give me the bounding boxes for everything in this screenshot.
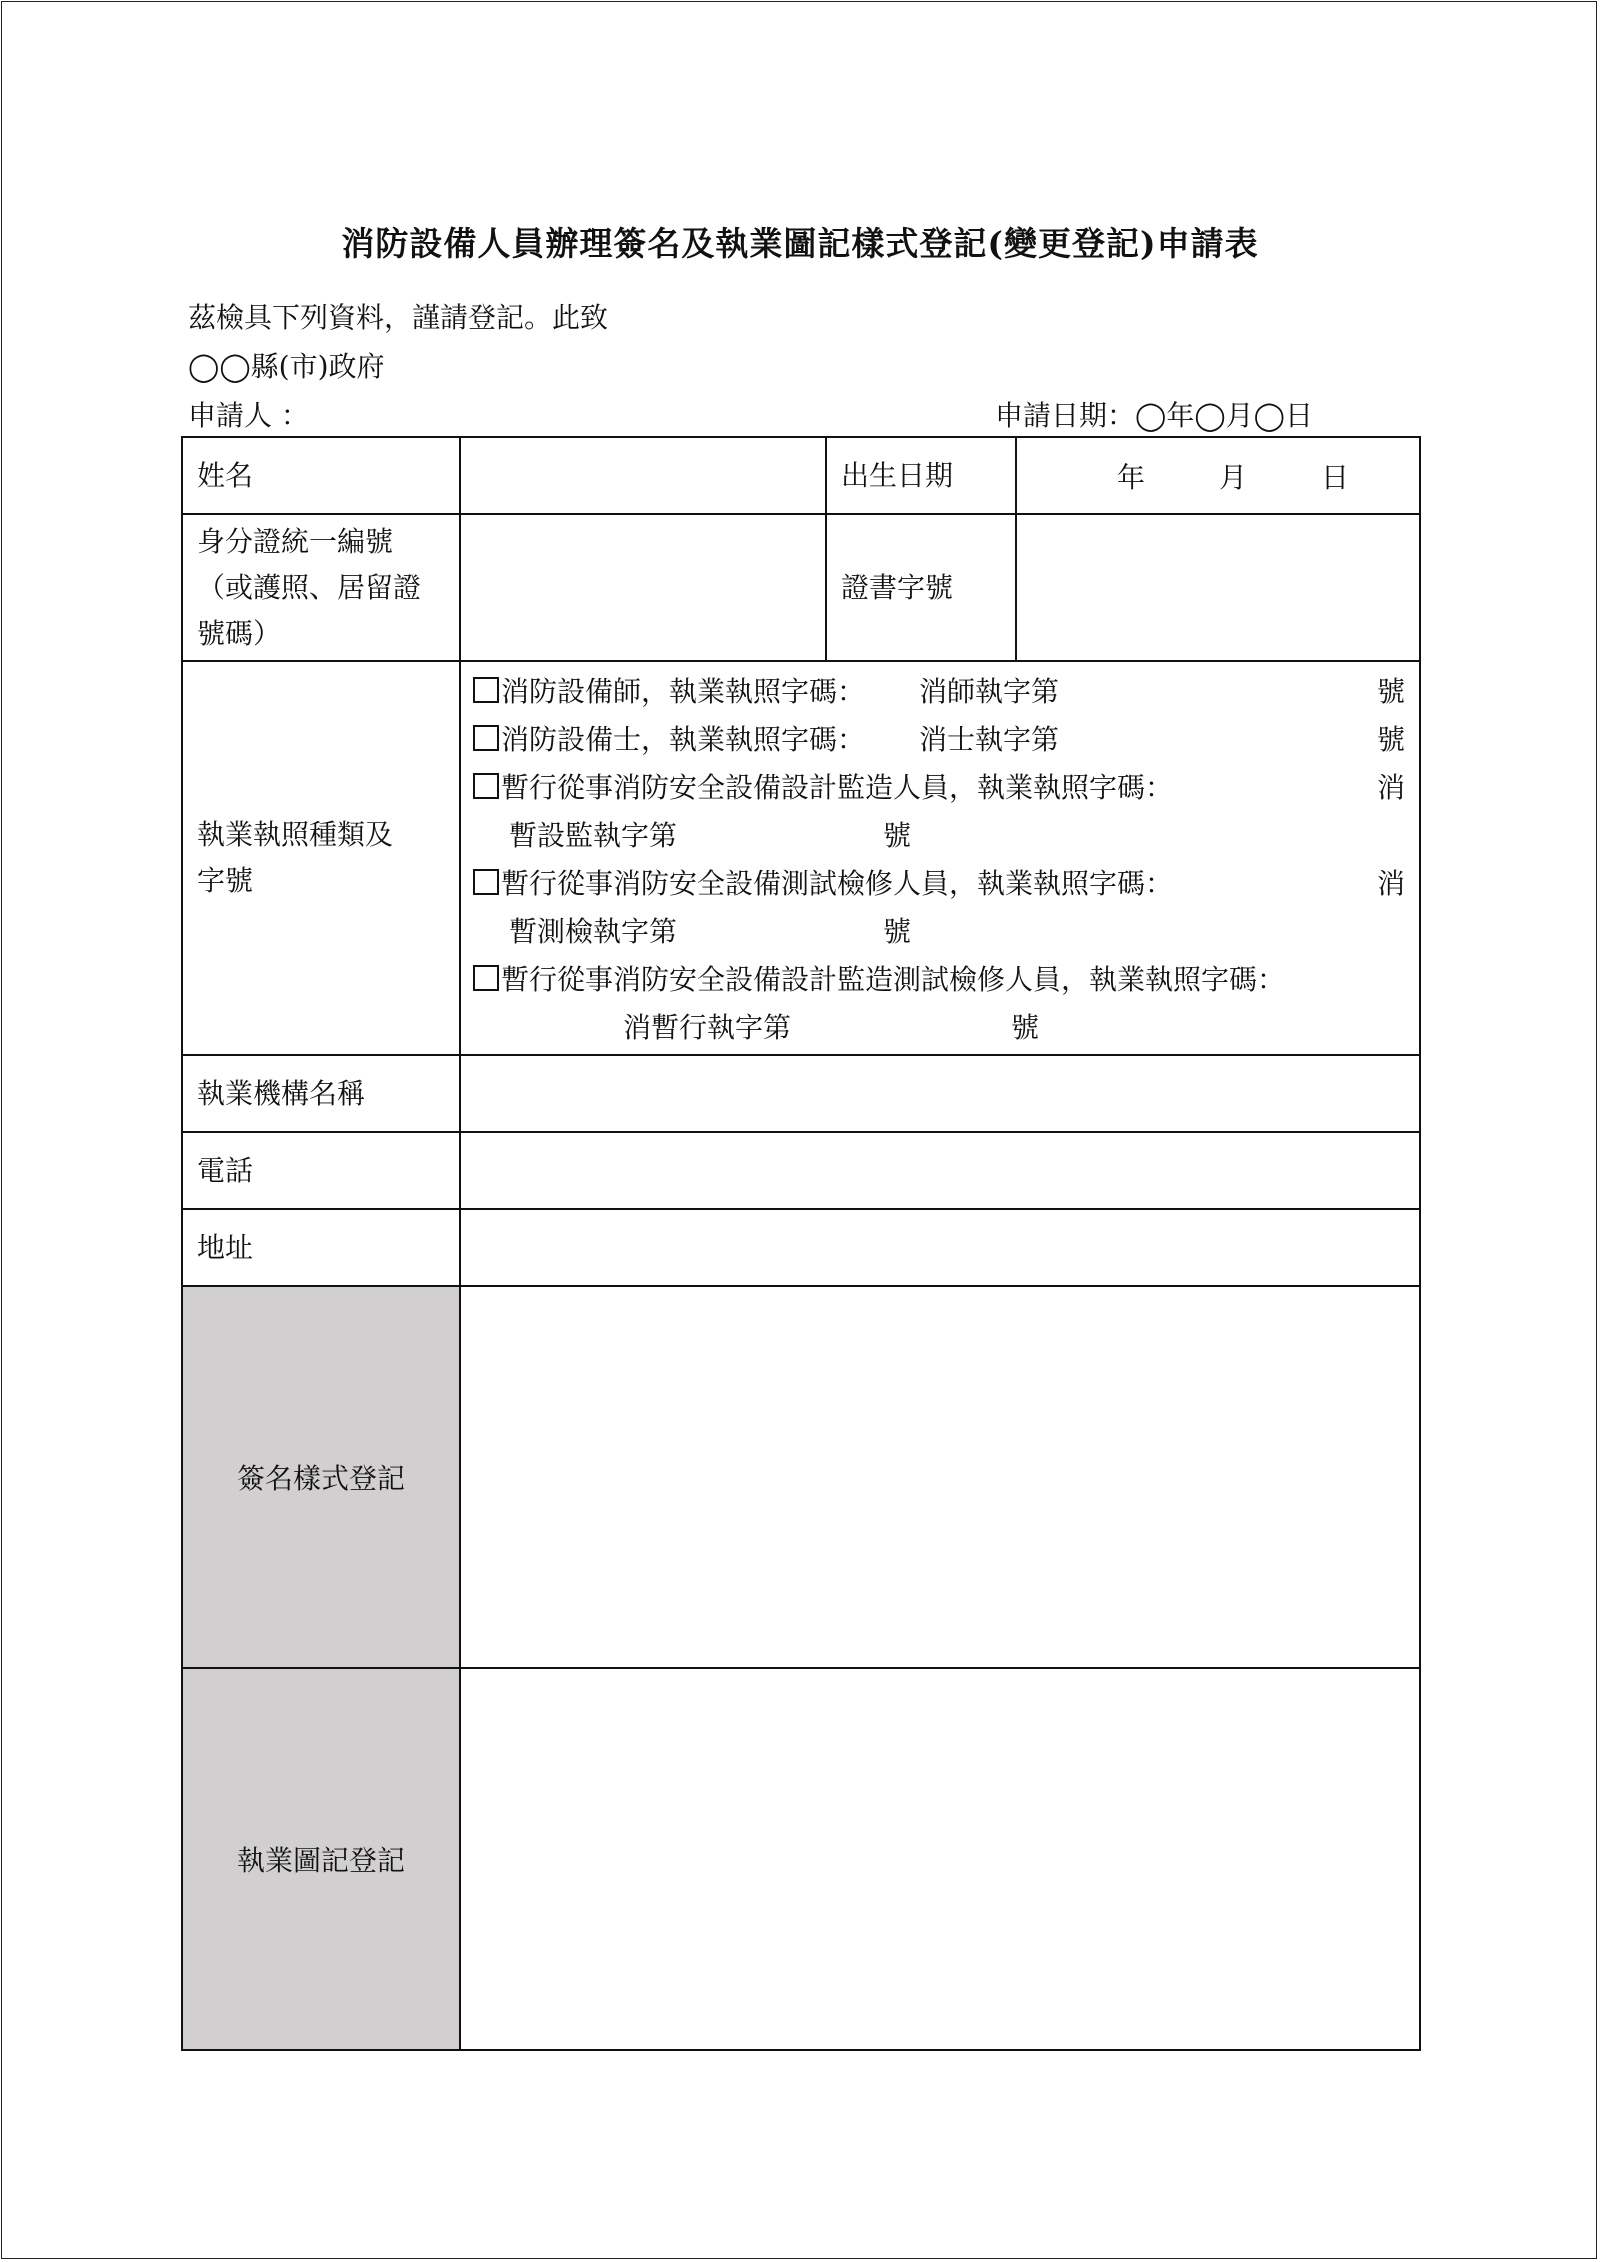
birth-month-label: 月: [1218, 460, 1247, 494]
license-option-interim-testing: [473, 858, 1405, 906]
license-option-fire-engineer: [473, 666, 1405, 714]
option-trail: 消: [1376, 771, 1405, 804]
birth-date-label: 出生日期: [826, 437, 1016, 514]
option-label: 暫行從事消防安全設備測試檢修人員，執業執照字碼：: [501, 867, 1174, 900]
option-prefix: 消士執字第: [919, 723, 1060, 756]
checkbox-fire-engineer[interactable]: [473, 677, 499, 703]
applicant-label: 申請人 ：: [188, 399, 309, 432]
license-options: [460, 661, 1420, 1055]
application-form-table: [181, 436, 1421, 2051]
application-date: 申請日期：◯年◯月◯日: [995, 399, 1314, 432]
id-label-line-2: （或護照、居留證: [197, 570, 422, 604]
checkbox-interim-full[interactable]: [473, 965, 499, 991]
form-title: 消防設備人員辦理簽名及執業圖記樣式登記(變更登記)申請表: [341, 224, 1259, 263]
option-prefix: 暫測檢執字第: [509, 915, 678, 948]
option-label: 消防設備士，執業執照字碼：: [501, 723, 866, 756]
id-number-label: [182, 514, 460, 661]
organization-label: 執業機構名稱: [182, 1055, 460, 1132]
signature-area[interactable]: [460, 1286, 1420, 1668]
seal-label: 執業圖記登記: [182, 1668, 460, 2050]
license-label-line-1: 執業執照種類及: [197, 818, 394, 851]
birth-day-label: 日: [1320, 460, 1349, 494]
option-suffix: 號: [883, 819, 912, 852]
license-label-line-2: 字號: [197, 864, 254, 897]
id-label-line-3: 號碼）: [197, 616, 282, 650]
option-prefix: 暫設監執字第: [509, 819, 678, 852]
license-row: [182, 661, 1420, 1055]
id-number-field[interactable]: [460, 514, 826, 661]
birth-date-field[interactable]: [1016, 437, 1420, 514]
id-row: [182, 514, 1420, 661]
address-label: 地址: [182, 1209, 460, 1286]
name-row: [182, 437, 1420, 514]
address-row: [182, 1209, 1420, 1286]
address-field[interactable]: [460, 1209, 1420, 1286]
organization-field[interactable]: [460, 1055, 1420, 1132]
checkbox-interim-testing[interactable]: [473, 869, 499, 895]
certificate-number-field[interactable]: [1016, 514, 1420, 661]
id-label-line-1: 身分證統一編號: [197, 524, 394, 558]
option-trail: 消: [1376, 867, 1405, 900]
birth-year-label: 年: [1117, 460, 1146, 494]
license-option-interim-full: [473, 954, 1405, 1002]
name-label: 姓名: [182, 437, 460, 514]
option-prefix: 消暫行執字第: [623, 1011, 792, 1044]
license-option-interim-testing-number: [473, 906, 1405, 954]
license-option-interim-full-number: [473, 1002, 1405, 1050]
option-suffix: 號: [1376, 675, 1405, 708]
option-label: 消防設備師，執業執照字碼：: [501, 675, 866, 708]
option-label: 暫行從事消防安全設備設計監造人員，執業執照字碼：: [501, 771, 1174, 804]
license-option-interim-design: [473, 762, 1405, 810]
license-option-fire-technician: [473, 714, 1405, 762]
phone-label: 電話: [182, 1132, 460, 1209]
name-field[interactable]: [460, 437, 826, 514]
intro-text: 茲檢具下列資料，謹請登記。此致: [188, 301, 609, 334]
checkbox-fire-technician[interactable]: [473, 725, 499, 751]
addressee: ◯◯縣(市)政府: [188, 350, 385, 383]
license-option-interim-design-number: [473, 810, 1405, 858]
seal-row: [182, 1668, 1420, 2050]
license-type-label: [182, 661, 460, 1055]
signature-row: [182, 1286, 1420, 1668]
option-suffix: 號: [883, 915, 912, 948]
phone-row: [182, 1132, 1420, 1209]
phone-field[interactable]: [460, 1132, 1420, 1209]
organization-row: [182, 1055, 1420, 1132]
option-suffix: 號: [1011, 1011, 1040, 1044]
checkbox-interim-design[interactable]: [473, 773, 499, 799]
certificate-number-label: 證書字號: [826, 514, 1016, 661]
option-prefix: 消師執字第: [919, 675, 1060, 708]
signature-label: 簽名樣式登記: [182, 1286, 460, 1668]
option-suffix: 號: [1376, 723, 1405, 756]
option-label: 暫行從事消防安全設備設計監造測試檢修人員，執業執照字碼：: [501, 963, 1286, 996]
seal-area[interactable]: [460, 1668, 1420, 2050]
